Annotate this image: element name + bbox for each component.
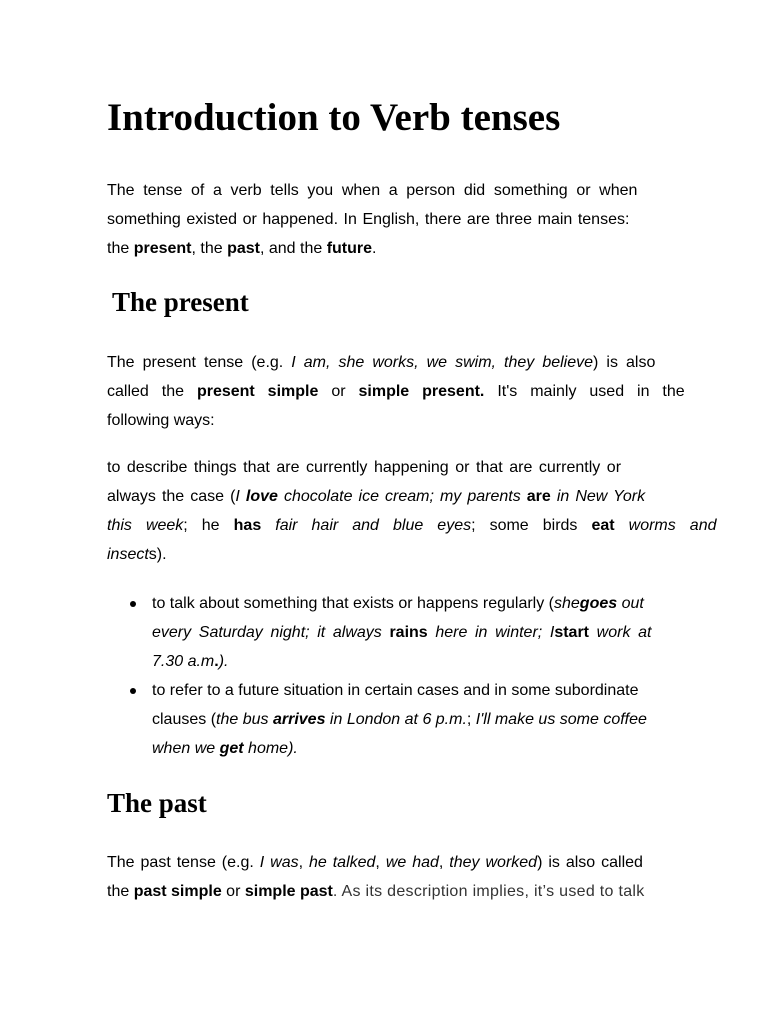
present-p2-line-2 <box>107 482 661 511</box>
present-p1-h: It's mainly used in the <box>484 383 685 400</box>
past-line-1 <box>107 848 661 877</box>
past-f: we had <box>385 854 439 871</box>
present-p1-c: ) is also <box>593 354 656 371</box>
bullet-1-bold-goes: goes <box>579 595 618 612</box>
bullet-1-j: 7.30 a.m <box>152 653 215 670</box>
present-p1-line-2 <box>107 377 685 406</box>
present-p1-line-3 <box>107 406 661 435</box>
bullet-2-line-1 <box>152 676 661 705</box>
present-p2-line-4 <box>107 540 661 569</box>
bullet-icon <box>130 688 136 694</box>
intro-text-3a: the <box>107 240 134 257</box>
bullet-2-b: clauses ( <box>152 711 217 728</box>
bullet-2-line-3 <box>152 734 661 763</box>
intro-text-3c: , the <box>191 240 228 257</box>
present-p2-b: I <box>235 488 246 505</box>
heading-past: The past <box>107 788 207 818</box>
past-b: I was <box>259 854 299 871</box>
present-p2-g: this week <box>107 517 184 534</box>
present-p2-f: in New York <box>550 488 646 505</box>
present-p2-bold-are: are <box>526 488 551 505</box>
present-uses-list <box>107 589 661 763</box>
bullet-1-g: here in winter; I <box>427 624 555 641</box>
list-item <box>107 589 661 676</box>
past-i: ) is also called <box>537 854 643 871</box>
bullet-2-bold-arrives: arrives <box>272 711 326 728</box>
past-d: he talked <box>308 854 376 871</box>
intro-text-3g: . <box>372 240 377 257</box>
bullet-2-a: to refer to a future situation in certain cases and in some subordinate <box>152 682 639 699</box>
bullet-1-l: ). <box>218 653 229 670</box>
bullet-1-line-3 <box>152 647 661 676</box>
bullet-1-e: every Saturday night; it always <box>152 624 390 641</box>
present-p1-d: called the <box>107 383 197 400</box>
bullet-2-line-2 <box>152 705 661 734</box>
page-title: Introduction to Verb tenses <box>107 96 561 139</box>
present-p1-f: or <box>318 383 359 400</box>
bullet-1-bold-rains: rains <box>389 624 428 641</box>
bullet-2-f: ; <box>466 711 476 728</box>
present-p2-j: fair hair and blue eyes <box>261 517 472 534</box>
past-l: or <box>221 883 245 900</box>
intro-text-3e: , and the <box>259 240 327 257</box>
present-p1-bold-simple-present: simple present. <box>358 383 485 400</box>
past-h: they worked <box>449 854 538 871</box>
present-p2-n: insect <box>107 546 149 563</box>
past-line-2 <box>107 877 661 906</box>
present-p2-d: chocolate ice cream; my parents <box>277 488 527 505</box>
present-p1-i: following ways: <box>107 412 215 429</box>
bullet-1-i: work at <box>589 624 652 641</box>
bullet-1-line-2 <box>152 618 661 647</box>
bullet-2-g: I'll make us some coffee <box>475 711 647 728</box>
present-p2-m: worms and <box>614 517 717 534</box>
present-paragraph-2 <box>107 453 717 569</box>
bullet-2-h: when we <box>152 740 220 757</box>
list-item <box>107 676 661 763</box>
bullet-1-a: to talk about something that exists or happens regularly ( <box>152 595 554 612</box>
intro-bold-past: past <box>227 240 260 257</box>
present-p1-examples: I am, she works, we swim, they believe <box>291 354 594 371</box>
present-p2-a: always the case ( <box>107 488 236 505</box>
present-p2-text-1: to describe things that are currently happening or that are currently or <box>107 459 622 476</box>
present-p2-line-1 <box>107 453 661 482</box>
present-p2-h: ; he <box>183 517 234 534</box>
bullet-1-bold-start: start <box>554 624 590 641</box>
present-p2-bold-has: has <box>233 517 262 534</box>
past-bold-past-simple: past simple <box>133 883 222 900</box>
bullet-1-k: . <box>214 653 219 670</box>
bullet-2-c: the bus <box>216 711 273 728</box>
intro-line-1 <box>107 176 661 205</box>
past-g: , <box>438 854 450 871</box>
heading-present: The present <box>112 287 249 317</box>
present-p2-line-3 <box>107 511 717 540</box>
past-c: , <box>298 854 309 871</box>
past-n: . As its description implies, it’s used to talk <box>332 883 645 900</box>
intro-text-1: The tense of a verb tells you when a person did something or when <box>107 182 638 199</box>
present-p2-bold-eat: eat <box>591 517 615 534</box>
intro-bold-future: future <box>326 240 373 257</box>
bullet-2-e: in London at 6 p.m. <box>325 711 467 728</box>
present-p1-a: The present tense (e.g. <box>107 354 292 371</box>
bullet-2-bold-get: get <box>219 740 244 757</box>
past-e: , <box>375 854 386 871</box>
present-p1-line-1 <box>107 348 661 377</box>
past-j: the <box>107 883 134 900</box>
bullet-1-line-1 <box>152 589 661 618</box>
bullet-icon <box>130 601 136 607</box>
present-paragraph-1 <box>107 348 685 435</box>
past-a: The past tense (e.g. <box>107 854 260 871</box>
bullet-2-j: home). <box>243 740 298 757</box>
intro-line-3 <box>107 234 661 263</box>
past-paragraph <box>107 848 661 906</box>
present-p1-bold-present-simple: present simple <box>196 383 319 400</box>
present-p2-bold-love: love <box>245 488 278 505</box>
intro-paragraph <box>107 176 661 263</box>
present-p2-o: s). <box>148 546 167 563</box>
intro-text-2: something existed or happened. In English, there are three main tenses: <box>107 211 630 228</box>
present-p2-k: ; some birds <box>471 517 592 534</box>
bullet-1-b: she <box>554 595 580 612</box>
bullet-1-d: out <box>617 595 644 612</box>
intro-bold-present: present <box>133 240 192 257</box>
intro-line-2 <box>107 205 661 234</box>
past-bold-simple-past: simple past <box>244 883 333 900</box>
